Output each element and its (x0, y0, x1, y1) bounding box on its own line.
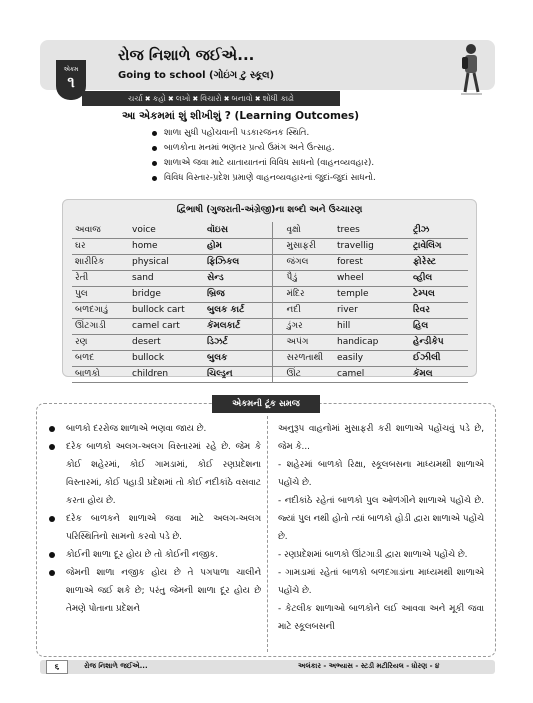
table-cell: bullock cart (129, 302, 204, 318)
summary-point: બાળકો દરરોજ શાળાએ ભણવા જાય છે. (48, 420, 261, 438)
table-cell: કૅમલકાર્ટ (204, 318, 272, 334)
table-cell: બળદગાડું (72, 302, 129, 318)
table-cell: ફોરેસ્ટ (410, 254, 468, 270)
table-cell: bullock (129, 350, 204, 366)
activity-label: ચર્ચા (127, 93, 143, 103)
table-cell: અપંગ (272, 334, 334, 350)
outcomes-list (152, 126, 376, 186)
table-row (72, 318, 468, 334)
table-cell: temple (334, 286, 410, 302)
table-cell: sand (129, 270, 204, 286)
summary-paragraph: - નદીકાંઠે રહેતાં બાળકો પુલ ઓળંગીને શાળાએ પહોંચે છે. જ્યાં પુલ નથી હોતો ત્યાં બાળકો હોડી દ્વારા શાળાએ પહોંચે છે. (278, 496, 484, 542)
table-cell: રેતી (72, 270, 129, 286)
table-cell: river (334, 302, 410, 318)
table-cell: ડિઝર્ટ (204, 334, 272, 350)
table-cell: બુલક (204, 350, 272, 366)
table-cell: વૃક્ષો (272, 222, 334, 238)
activity-label: બનાવો (231, 93, 253, 103)
table-cell: બુલક કાર્ટ (204, 302, 272, 318)
summary-point: જેમની શાળા નજીક હોય છે તે પગપાળા ચાલીને શાળાએ જઈ શકે છે; પરંતુ જેમની શાળા દૂર હોય છે તેમણે પોતાના પ્રદેશને (48, 564, 261, 618)
outcome-item: શાળા સુધી પહોંચવાની પડકારજનક સ્થિતિ. (152, 126, 376, 141)
footer-chapter-title: રોજ નિશાળે જઈએ... (84, 662, 148, 670)
vocabulary-title: દ્વિભાષી (ગુજરાતી-અંગ્રેજી)ના શબ્દો અને ઉચ્ચારણ (176, 205, 363, 215)
cross-icon: ✖ (192, 94, 199, 103)
table-cell: ઊંટગાડી (72, 318, 129, 334)
summary-point: દરેક બાળકો અલગ-અલગ વિસ્તારમાં રહે છે. જેમ કે કોઈ શહેરમાં, કોઈ ગામડામાં, કોઈ રણપ્રદેશના વિસ્તારમાં, કોઈ પહાડી પ્રદેશમાં તો કોઈ નદીકાંઠે વસવાટ કરતા હોય છે. (48, 438, 261, 510)
activity-label: લખો (175, 93, 191, 103)
table-cell: forest (334, 254, 410, 270)
table-cell: desert (129, 334, 204, 350)
table-cell: easily (334, 350, 410, 366)
table-cell: વૉઇસ (204, 222, 272, 238)
footer-book-title: અલંકાર - અભ્યાસ - સ્ટડી મટીરિયલ - ધોરણ - ૪ (298, 662, 440, 670)
table-cell: બ્રિજ (204, 286, 272, 302)
table-cell: બળદ (72, 350, 129, 366)
table-cell: ટ્રીઝ (410, 222, 468, 238)
unit-title: રોજ નિશાળે જઈએ... (118, 46, 255, 64)
table-cell: હિલ (410, 318, 468, 334)
table-cell: સરળતાથી (272, 350, 334, 366)
table-cell: સેન્ડ (204, 270, 272, 286)
activity-label: કહો (152, 93, 166, 103)
summary-header: એકમની ટૂંક સમજ (212, 395, 320, 413)
table-row (72, 222, 468, 238)
table-row (72, 302, 468, 318)
table-cell: ફિઝિકલ (204, 254, 272, 270)
table-row (72, 366, 468, 382)
table-cell: નદી (272, 302, 334, 318)
unit-label: એકમ (63, 66, 79, 73)
summary-paragraph: - શહેરમાં બાળકો રિક્ષા, સ્કૂલબસના માધ્યમથી શાળાએ પહોંચે છે. (278, 460, 484, 488)
table-cell: રિવર (410, 302, 468, 318)
activity-strip (82, 91, 340, 106)
table-cell: bridge (129, 286, 204, 302)
vocabulary-table (72, 222, 468, 383)
table-cell: handicap (334, 334, 410, 350)
activity-label: વિચારો (200, 93, 222, 103)
table-cell: ચિલ્ડ્રન (204, 366, 272, 382)
summary-point: દરેક બાળકને શાળાએ જવા માટે અલગ-અલગ પરિસ્થિતિનો સામનો કરવો પડે છે. (48, 510, 261, 546)
table-cell: શારીરિક (72, 254, 129, 270)
outcome-item: બાળકોના મનમાં ભણતર પ્રત્યે ઉમંગ અને ઉત્સાહ. (152, 141, 376, 156)
table-row (72, 238, 468, 254)
table-row (72, 334, 468, 350)
table-cell: મંદિર (272, 286, 334, 302)
table-cell: પુલ (72, 286, 129, 302)
page-number: ૬ (46, 660, 68, 674)
summary-paragraph: - કેટલીક શાળાઓ બાળકોને લઈ આવવા અને મૂકી જવા માટે સ્કૂલબસની (278, 604, 484, 632)
table-row (72, 254, 468, 270)
unit-subtitle: Going to school (ગોઇંગ ટુ સ્કૂલ) (118, 70, 275, 81)
table-cell: ઊંટ (272, 366, 334, 382)
column-divider (267, 416, 268, 652)
table-cell: trees (334, 222, 410, 238)
table-cell: wheel (334, 270, 410, 286)
table-row (72, 270, 468, 286)
table-cell: વ્હીલ (410, 270, 468, 286)
summary-left-column (48, 420, 261, 618)
table-cell: હોમ (204, 238, 272, 254)
cross-icon: ✖ (254, 94, 261, 103)
table-cell: ઈઝીલી (410, 350, 468, 366)
outcomes-title: આ એકમમાં શું શીખીશું ? (Learning Outcomes) (122, 110, 360, 122)
table-cell: travellig (334, 238, 410, 254)
table-cell: home (129, 238, 204, 254)
table-cell: ડુંગર (272, 318, 334, 334)
table-cell: children (129, 366, 204, 382)
summary-point: કોઈની શાળા દૂર હોય છે તો કોઈની નજીક. (48, 546, 261, 564)
unit-number: ૧ (67, 73, 75, 91)
table-cell: ઘર (72, 238, 129, 254)
table-cell: ટેમ્પલ (410, 286, 468, 302)
table-cell: અવાજ (72, 222, 129, 238)
cross-icon: ✖ (223, 94, 230, 103)
table-cell: બાળકો (72, 366, 129, 382)
table-cell: હેન્ડીકેપ (410, 334, 468, 350)
outcome-item: શાળાએ જવા માટે યાતાયાતનાં વિવિધ સાધનો (વાહનવ્યવહાર). (152, 156, 376, 171)
table-row (72, 286, 468, 302)
table-cell: જંગલ (272, 254, 334, 270)
cross-icon: ✖ (167, 94, 174, 103)
summary-paragraph: - ગામડામાં રહેતાં બાળકો બળદગાડાંના માધ્યમથી શાળાએ પહોંચે છે. (278, 568, 484, 596)
table-cell: voice (129, 222, 204, 238)
table-cell: camel (334, 366, 410, 382)
unit-header (40, 40, 495, 90)
table-cell: મુસાફરી (272, 238, 334, 254)
summary-right-column (278, 420, 484, 636)
table-cell: કૅમલ (410, 366, 468, 382)
table-cell: camel cart (129, 318, 204, 334)
outcome-item: વિવિધ વિસ્તાર-પ્રદેશ પ્રમાણે વાહનવ્યવહારનાં જુદાં-જુદાં સાધનો. (152, 171, 376, 186)
cross-icon: ✖ (144, 94, 151, 103)
summary-paragraph: - રણપ્રદેશમાં બાળકો ઊંટગાડી દ્વારા શાળાએ પહોંચે છે. (278, 550, 468, 560)
table-cell: hill (334, 318, 410, 334)
table-cell: physical (129, 254, 204, 270)
student-walking-icon (456, 42, 486, 98)
activity-label: શોધી કાઢો (262, 93, 295, 103)
table-cell: રણ (72, 334, 129, 350)
summary-paragraph: અનુરૂપ વાહનોમાં મુસાફરી કરી શાળાએ પહોંચવું પડે છે, જેમ કે... (278, 424, 484, 452)
table-cell: પૈડું (272, 270, 334, 286)
table-cell: ટ્રાવેલિંગ (410, 238, 468, 254)
table-row (72, 350, 468, 366)
